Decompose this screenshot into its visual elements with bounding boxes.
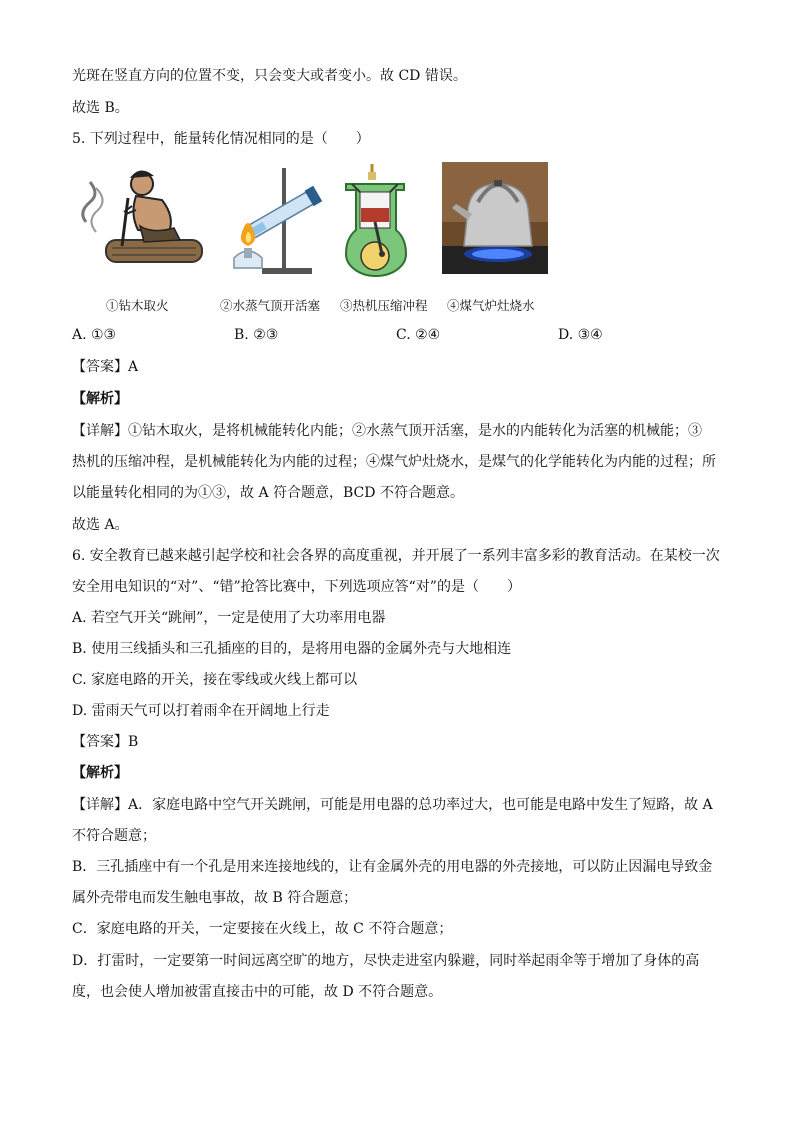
detail-line: C．家庭电路的开关，一定要接在火线上，故 C 不符合题意； xyxy=(72,921,453,937)
text-line: 光斑在竖直方向的位置不变，只会变大或者变小。故 CD 错误。 xyxy=(72,68,467,84)
option-a: A. 若空气开关“跳闸”，一定是使用了大功率用电器 xyxy=(72,610,386,626)
analysis-label: 【解析】 xyxy=(72,391,128,407)
option-b: B. ②③ xyxy=(234,327,279,343)
option-b: B. 使用三线插头和三孔插座的目的，是将用电器的金属外壳与大地相连 xyxy=(72,641,512,657)
option-d: D. 雷雨天气可以打着雨伞在开阔地上行走 xyxy=(72,703,330,719)
image-caption-1: ①钻木取火 xyxy=(106,298,169,313)
gas-stove-kettle-photo xyxy=(442,162,548,274)
drilling-wood-fire-illustration xyxy=(78,162,206,274)
detail-line: D．打雷时，一定要第一时间远离空旷的地方，尽快走进室内躲避，同时举起雨伞等于增加了身体的高 xyxy=(72,953,700,969)
engine-compression-illustration xyxy=(342,162,408,278)
detail-line: B．三孔插座中有一个孔是用来连接地线的，让有金属外壳的用电器的外壳接地，可以防止因漏电导致金 xyxy=(72,859,713,875)
answer-label: 【答案】B xyxy=(72,734,139,750)
steam-test-tube-illustration xyxy=(222,162,332,278)
text-line: 故选 B。 xyxy=(72,100,129,116)
question-5: 5. 下列过程中，能量转化情况相同的是（ ） xyxy=(72,131,370,147)
question-5-images xyxy=(72,162,572,282)
option-d: D. ③④ xyxy=(558,327,603,343)
detail-line: 以能量转化相同的为①③，故 A 符合题意，BCD 不符合题意。 xyxy=(72,485,464,501)
image-caption-3: ③热机压缩冲程 xyxy=(340,298,428,313)
detail-line: 不符合题意； xyxy=(72,828,156,844)
option-a: A. ①③ xyxy=(72,327,117,343)
detail-line: 【详解】①钻木取火，是将机械能转化内能；②水蒸气顶开活塞，是水的内能转化为活塞的机械能；③ xyxy=(72,423,702,439)
detail-line: 属外壳带电而发生触电事故，故 B 符合题意； xyxy=(72,890,358,906)
detail-line: 【详解】A．家庭电路中空气开关跳闸，可能是用电器的总功率过大，也可能是电路中发生了短路，故 A xyxy=(72,797,713,813)
selection-line: 故选 A。 xyxy=(72,517,129,533)
image-caption-2: ②水蒸气顶开活塞 xyxy=(220,298,321,313)
answer-label: 【答案】A xyxy=(72,359,139,375)
question-6: 6. 安全教育已越来越引起学校和社会各界的高度重视，并开展了一系列丰富多彩的教育活动。在某校一次 xyxy=(72,548,720,564)
image-caption-4: ④煤气炉灶烧水 xyxy=(447,298,535,313)
detail-line: 热机的压缩冲程，是机械能转化为内能的过程；④煤气炉灶烧水，是煤气的化学能转化为内能的过程；所 xyxy=(72,454,716,470)
option-c: C. 家庭电路的开关，接在零线或火线上都可以 xyxy=(72,672,358,688)
detail-line: 度，也会使人增加被雷直接击中的可能，故 D 不符合题意。 xyxy=(72,984,443,1000)
option-c: C. ②④ xyxy=(396,327,441,343)
analysis-label: 【解析】 xyxy=(72,765,128,781)
question-6: 安全用电知识的“对”、“错”抢答比赛中，下列选项应答“对”的是（ ） xyxy=(72,579,521,595)
